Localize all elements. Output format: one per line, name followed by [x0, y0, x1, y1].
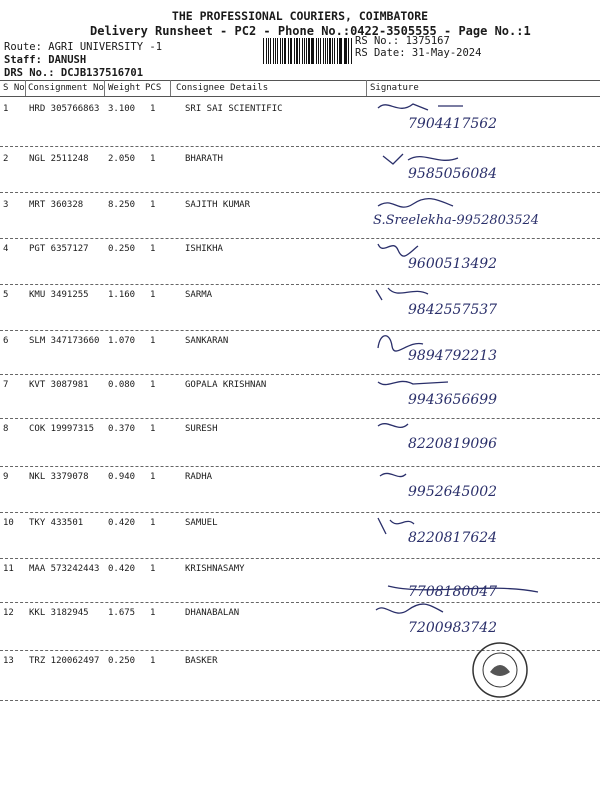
- row-pcs: 1: [150, 290, 156, 300]
- signature-phone-text: 7708180047: [408, 584, 498, 600]
- signature-handwriting: [368, 372, 598, 422]
- col-header-consignee: Consignee Details: [176, 83, 269, 93]
- row-sno: 4: [3, 244, 9, 254]
- row-pcs: 1: [150, 424, 156, 434]
- row-pcs: 1: [150, 244, 156, 254]
- signature-handwriting: [368, 146, 598, 196]
- signature-phone-text: 8220819096: [408, 436, 498, 452]
- signature-phone-text: 9842557537: [408, 302, 498, 318]
- barcode-image: [263, 38, 353, 64]
- row-pcs: 1: [150, 564, 156, 574]
- row-weight: 1.070: [108, 336, 136, 346]
- row-consignment-no: TRZ 120062497: [29, 656, 100, 666]
- row-weight: 1.675: [108, 608, 136, 618]
- row-weight: 0.250: [108, 656, 136, 666]
- row-separator: [0, 700, 600, 701]
- rs-number: RS No.: 1375167: [355, 35, 450, 47]
- signature-handwriting: [368, 96, 598, 146]
- drs-number: DRS No.: DCJB137516701: [4, 67, 144, 79]
- signature-phone-text: 9894792213: [408, 348, 498, 364]
- row-consignee-name: DHANABALAN: [185, 608, 240, 618]
- staff-label: Staff: DANUSH: [4, 54, 87, 66]
- table-top-border: [0, 80, 600, 81]
- col-divider: [170, 80, 171, 96]
- row-consignee-name: SRI SAI SCIENTIFIC: [185, 104, 283, 114]
- row-sno: 1: [3, 104, 9, 114]
- row-sno: 12: [3, 608, 14, 618]
- row-consignee-name: SARMA: [185, 290, 213, 300]
- signature-handwriting: [368, 282, 598, 332]
- signature-handwriting: [368, 556, 598, 606]
- row-consignment-no: PGT 6357127: [29, 244, 89, 254]
- signature-handwriting: [368, 510, 598, 560]
- row-consignment-no: COK 19997315: [29, 424, 95, 434]
- signature-phone-text: 9600513492: [408, 256, 498, 272]
- route-label: Route: AGRI UNIVERSITY -1: [4, 41, 163, 53]
- col-header-signature: Signature: [370, 83, 419, 93]
- row-pcs: 1: [150, 656, 156, 666]
- row-weight: 0.420: [108, 564, 136, 574]
- row-consignee-name: SURESH: [185, 424, 218, 434]
- signature-phone-text: 7200983742: [408, 620, 498, 636]
- rs-date: RS Date: 31-May-2024: [355, 47, 482, 59]
- row-consignee-name: KRISHNASAMY: [185, 564, 245, 574]
- row-consignment-no: KMU 3491255: [29, 290, 89, 300]
- row-weight: 0.420: [108, 518, 136, 528]
- signature-handwriting: [368, 416, 598, 466]
- row-pcs: 1: [150, 472, 156, 482]
- row-pcs: 1: [150, 518, 156, 528]
- col-header-weight: Weight: [108, 83, 141, 93]
- signature-handwriting: [368, 328, 598, 378]
- row-sno: 2: [3, 154, 9, 164]
- row-weight: 0.370: [108, 424, 136, 434]
- row-weight: 3.100: [108, 104, 136, 114]
- col-header-pcs: PCS: [145, 83, 162, 93]
- row-sno: 9: [3, 472, 9, 482]
- row-sno: 11: [3, 564, 14, 574]
- row-sno: 7: [3, 380, 9, 390]
- row-pcs: 1: [150, 380, 156, 390]
- signature-phone-text: 7904417562: [408, 116, 498, 132]
- col-header-sno: S No: [3, 83, 25, 93]
- row-consignment-no: NGL 2511248: [29, 154, 89, 164]
- row-pcs: 1: [150, 104, 156, 114]
- signature-phone-text: 9943656699: [408, 392, 498, 408]
- row-consignee-name: ISHIKHA: [185, 244, 223, 254]
- row-consignment-no: TKY 433501: [29, 518, 84, 528]
- signature-handwriting: [368, 236, 598, 286]
- row-sno: 13: [3, 656, 14, 666]
- signature-handwriting: [368, 192, 598, 242]
- row-consignee-name: SANKARAN: [185, 336, 229, 346]
- signature-phone-text: 9952645002: [408, 484, 498, 500]
- company-title: THE PROFESSIONAL COURIERS, COIMBATORE: [171, 9, 429, 23]
- row-sno: 3: [3, 200, 9, 210]
- row-pcs: 1: [150, 154, 156, 164]
- row-sno: 5: [3, 290, 9, 300]
- row-consignee-name: RADHA: [185, 472, 213, 482]
- row-consignment-no: MRT 360328: [29, 200, 84, 210]
- row-consignment-no: MAA 573242443: [29, 564, 100, 574]
- signature-phone-text: 9585056084: [408, 166, 498, 182]
- row-pcs: 1: [150, 336, 156, 346]
- col-divider: [104, 80, 105, 96]
- signature-handwriting: [368, 464, 598, 514]
- signature-phone-text: S.Sreelekha-9952803524: [373, 213, 540, 228]
- row-consignment-no: KVT 3087981: [29, 380, 89, 390]
- row-pcs: 1: [150, 608, 156, 618]
- row-sno: 10: [3, 518, 14, 528]
- row-consignee-name: BASKER: [185, 656, 218, 666]
- row-weight: 0.080: [108, 380, 136, 390]
- col-divider: [366, 80, 367, 96]
- row-consignee-name: GOPALA KRISHNAN: [185, 380, 267, 390]
- runsheet-subtitle: Delivery Runsheet - PC2 - Phone No.:0422-3505555 - Page No.:1: [90, 24, 531, 38]
- row-sno: 8: [3, 424, 9, 434]
- row-pcs: 1: [150, 200, 156, 210]
- company-stamp: [470, 640, 530, 700]
- row-consignee-name: SAMUEL: [185, 518, 218, 528]
- row-consignment-no: KKL 3182945: [29, 608, 89, 618]
- col-divider: [25, 80, 26, 96]
- row-consignee-name: BHARATH: [185, 154, 223, 164]
- row-consignment-no: NKL 3379078: [29, 472, 89, 482]
- row-consignment-no: SLM 347173660: [29, 336, 100, 346]
- row-consignment-no: HRD 305766863: [29, 104, 100, 114]
- signature-phone-text: 8220817624: [408, 530, 498, 546]
- col-header-consignment: Consignment No: [28, 83, 104, 93]
- row-weight: 2.050: [108, 154, 136, 164]
- row-consignee-name: SAJITH KUMAR: [185, 200, 251, 210]
- row-weight: 1.160: [108, 290, 136, 300]
- row-sno: 6: [3, 336, 9, 346]
- row-weight: 0.250: [108, 244, 136, 254]
- row-weight: 0.940: [108, 472, 136, 482]
- row-weight: 8.250: [108, 200, 136, 210]
